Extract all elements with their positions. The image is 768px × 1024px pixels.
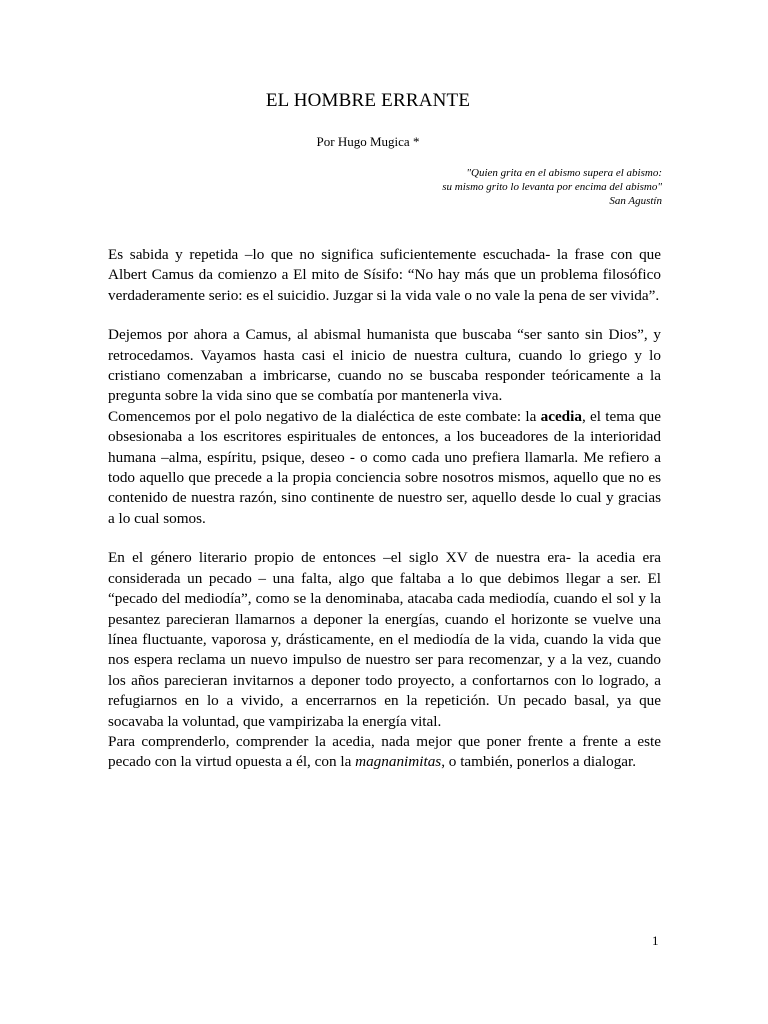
paragraph-3	[108, 407, 661, 529]
body-text	[108, 245, 661, 773]
page-number: 1	[652, 933, 659, 948]
paragraph-1: Es sabida y repetida –lo que no significa suficientemente escuchada- la frase con que Albert Camus da comienzo a El mito de Sísifo: “No hay más que un problema filosófico verdaderamente serio: es el suicidio. Juzgar si la vida vale o no vale la pena de ser vivida”.	[108, 246, 661, 304]
epigraph-attribution: San Agustín	[609, 195, 662, 207]
paragraph-3-text-start: Comencemos por el polo negativo de la dialéctica de este combate: la	[108, 407, 541, 425]
paragraph-4: En el género literario propio de entonces –el siglo XV de nuestra era- la acedia era considerada un pecado – una falta, algo que faltaba a lo que debimos llegar a ser. El “pecado del mediodía”, como se la denominaba, atacaba cada mediodía, cuando el sol y la pesantez parecieran llamarnos a deponer la energías, cuando el horizonte se vuelve una línea fluctuante, vaporosa y, drásticamente, en el mediodía de la vida, cuando la vida que nos espera reclama un nuevo impulso de nuestro ser para recomenzar, y a la vez, cuando los años parecieran invitarnos a deponer todo proyecto, a confortarnos con lo logrado, a refugiarnos en lo a vivido, a encerrarnos en la repetición. Un pecado basal, ya que socavaba la voluntad, que vampirizaba la energía vital.	[108, 549, 661, 730]
paragraph-5-text-start: Para comprenderlo, comprender la acedia, nada mejor que poner frente a frente a este pecado con la virtud opuesta a él, con la	[108, 732, 661, 771]
epigraph-line-1: "Quien grita en el abismo supera el abismo:	[466, 167, 662, 179]
document-title: EL HOMBRE ERRANTE	[265, 90, 471, 111]
paragraph-3-text-end: , el tema que obsesionaba a los escritores espirituales de entonces, a los buceadores de la interioridad humana –alma, espíritu, psique, deseo - o como cada uno prefiera llamarla. Me refiero a todo aquello que precede a la propia conciencia sobre nosotros mismos, aquello que no es contenido de nuestra razón, sino continente de nuestro ser, aquello desde lo cual y gracias a lo cual somos.	[108, 407, 662, 527]
epigraph	[302, 166, 662, 208]
paragraph-5	[108, 732, 661, 773]
paragraph-2: Dejemos por ahora a Camus, al abismal humanista que buscaba “ser santo sin Dios”, y retrocedamos. Vayamos hasta casi el inicio de nuestra cultura, cuando lo griego y lo cristiano comenzaban a imbricarse, cuando no se buscaba responder teóricamente a la pregunta sobre la vida sino que se combatía por mantenerla viva.	[108, 326, 661, 405]
acedia-term: acedia	[540, 407, 582, 425]
paragraph-5-text-end: , o también, ponerlos a dialogar.	[441, 753, 637, 771]
epigraph-line-2: su mismo grito lo levanta por encima del abismo"	[442, 181, 662, 193]
magnanimitas-term: magnanimitas	[355, 753, 442, 771]
author-byline: Por Hugo Mugica *	[316, 134, 420, 149]
